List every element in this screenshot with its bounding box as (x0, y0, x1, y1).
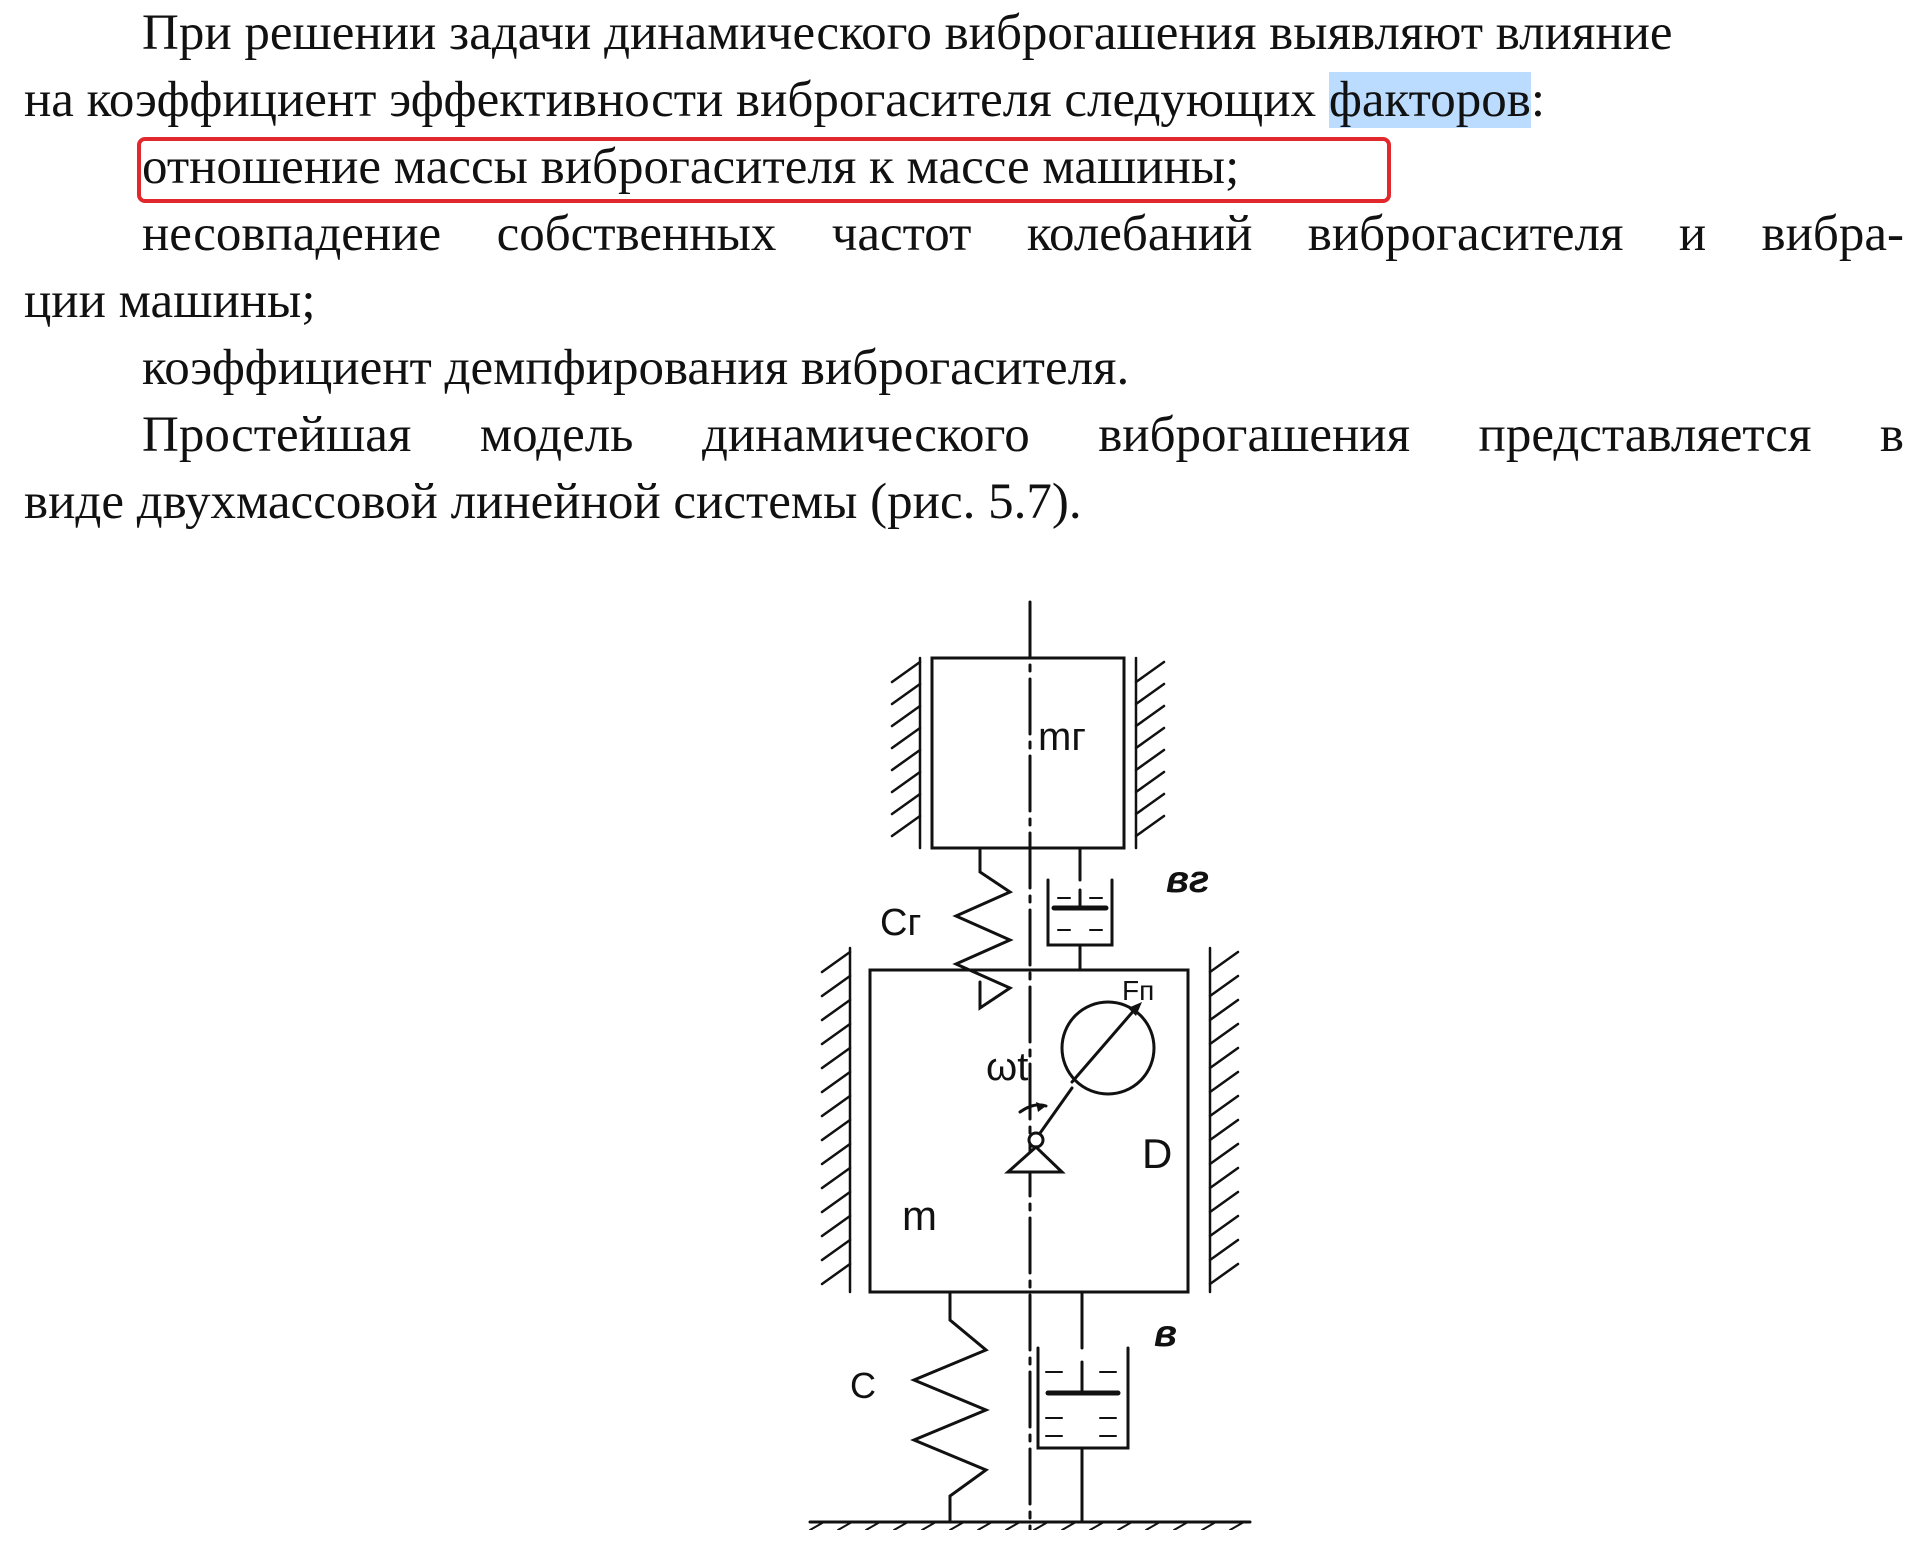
lower-right-wall (1210, 948, 1238, 1292)
upper-right-wall (1136, 658, 1164, 848)
selection-highlight-box (137, 137, 1391, 203)
base-damper-label: в (1154, 1313, 1177, 1355)
factor-item-mass-ratio[interactable]: отношение массы виброгасителя к массе машины; (142, 139, 1240, 195)
upper-left-wall (892, 658, 920, 848)
rotor-circle (1062, 1002, 1154, 1094)
paragraph-1-line-2 (24, 67, 1545, 134)
highlighted-word[interactable]: факторов (1328, 72, 1531, 128)
factor-item-damping: коэффициент демпфирования виброгасителя. (142, 340, 1130, 396)
paragraph-1-line-2-text: на коэффициент эффективности виброгасителя следующих (24, 72, 1317, 128)
paragraph-2-line-2: виде двухмассовой линейной системы (рис. 5.7). (24, 474, 1082, 530)
base-damper (1038, 1292, 1128, 1522)
force-arrow (1072, 1008, 1136, 1082)
absorber-mass-label: mг (1038, 715, 1086, 759)
absorber-spring-label: Cг (880, 902, 922, 944)
rotor-pivot (1029, 1133, 1043, 1147)
absorber-damper (1048, 848, 1112, 970)
rotor-arm (1038, 1088, 1072, 1136)
factor-item-frequency-line-2: ции машины; (24, 273, 316, 329)
force-label: Fп (1122, 975, 1155, 1006)
vibration-absorber-diagram (790, 590, 1270, 1530)
lower-left-wall (822, 948, 850, 1292)
rotor-support (1008, 1147, 1062, 1172)
absorber-damper-label: вг (1166, 859, 1210, 901)
machine-mass-label: m (902, 1192, 937, 1239)
paragraph-2-line-1: Простейшая модель динамического виброгашения представляется в (142, 407, 1904, 463)
absorber-spring (956, 848, 1010, 1008)
base-spring-label: C (850, 1365, 876, 1406)
absorber-mass-block (932, 658, 1124, 848)
paragraph-1-line-1: При решении задачи динамического виброгашения выявляют влияние (142, 5, 1673, 61)
factor-item-frequency-line-1: несовпадение собственных частот колебаний виброгасителя и вибра- (142, 206, 1904, 262)
paragraph-1-line-2-colon: : (1530, 72, 1545, 128)
rotor-diameter-label: D (1142, 1130, 1173, 1177)
base-spring (914, 1292, 986, 1522)
angle-label: ωt (986, 1045, 1029, 1089)
